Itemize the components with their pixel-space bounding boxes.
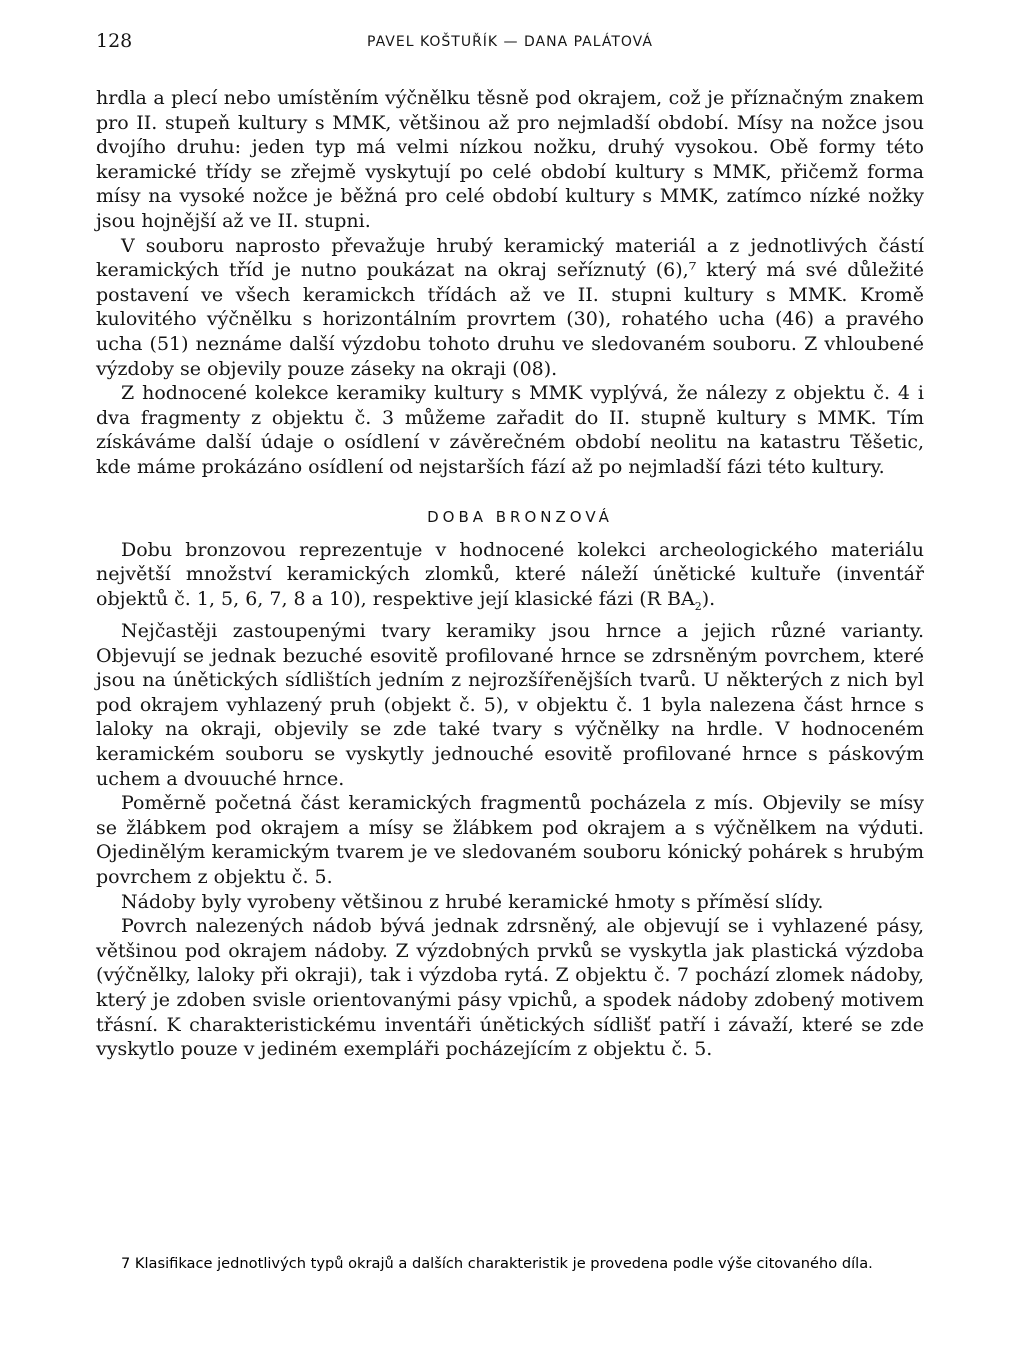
paragraph-text-end: ).	[701, 587, 716, 610]
paragraph: Povrch nalezených nádob bývá jednak zdrsněný, ale objevují se i vyhlazené pásy, většinou pod okrajem nádoby. Z výzdobných prvků se vyskytla jak plastická výzdoba (výčnělky, laloky při okraji), tak i výzdoba rytá. Z objektu č. 7 pochází zlomek nádoby, který je zdoben svisle orientovanými pásy vpichů, a spodek nádoby zdobený motivem třásní. K charakteristickému inventáři únětických sídlišť patří i závaží, které se zde vyskytlo pouze v jediném exempláři pocházejícím z objektu č. 5.	[96, 915, 924, 1061]
running-head: PAVEL KOŠTUŘÍK — DANA PALÁTOVÁ	[367, 34, 653, 50]
page	[96, 30, 924, 1062]
paragraph: Nádoby byly vyrobeny většinou z hrubé keramické hmoty s příměsí slídy.	[121, 890, 824, 913]
paragraph: Z hodnocené kolekce keramiky kultury s MMK vyplývá, že nálezy z objektu č. 4 i dva fragmenty z objektu č. 3 můžeme zařadit do II. stupně kultury s MMK. Tím získáváme další údaje o osídlení v závěrečném období neolitu na katastru Těšetic, kde máme prokázáno osídlení od nejstarších fází až po nejmladší fázi této kultury.	[96, 382, 924, 478]
subscript: 2	[694, 599, 702, 613]
body-text	[96, 86, 924, 1062]
page-number: 128	[96, 30, 133, 52]
page-header	[96, 30, 924, 66]
paragraph: Nejčastěji zastoupenými tvary keramiky jsou hrnce a jejich různé varianty. Objevují se jednak bezuché esovitě profilované hrnce se zdrsněným povrchem, které jsou na únětických sídlištích jedním z nejrozšířenějších tvarů. U některých z nich byl pod okrajem vyhlazený pruh (objekt č. 5), v objektu č. 1 byla nalezena část hrnce s laloky na okraji, objevily se zde také tvary s výčnělky na hrdle. V hodnoceném keramickém souboru se vyskytly jednouché esovitě profilované hrnce s páskovým uchem a dvouuché hrnce.	[96, 620, 924, 790]
paragraph-text: Dobu bronzovou reprezentuje v hodnocené kolekci archeologického materiálu největší množství keramických zlomků, které náleží únětické kultuře (inventář objektů č. 1, 5, 6, 7, 8 a 10), respektive její klasické fázi (R BA	[96, 538, 924, 610]
paragraph	[96, 538, 924, 620]
paragraph: V souboru naprosto převažuje hrubý keramický materiál a z jednotlivých částí keramických tříd je nutno poukázat na okraj seříznutý (6),⁷ který má své důležité postavení ve všech keramickch třídách až ve II. stupni kultury s MMK. Kromě kulovitého výčnělku s horizontálním provrtem (30), rohatého ucha (46) a pravého ucha (51) neznáme další výzdobu tohoto druhu ve sledovaném souboru. Z vhloubené výzdoby se objevily pouze záseky na okraji (08).	[96, 234, 924, 380]
section-heading: DOBA BRONZOVÁ	[427, 507, 613, 526]
paragraph: hrdla a plecí nebo umístěním výčnělku těsně pod okrajem, což je příznačným znakem pro II. stupeň kultury s MMK, většinou až pro nejmladší období. Mísy na nožce jsou dvojího druhu: jeden typ má velmi nízkou nožku, druhý vysokou. Obě formy této keramické třídy se zřejmě vyskytují po celé období kultury s MMK, přičemž forma mísy na vysoké nožce je běžná pro celé období kultury s MMK, zatímco nízké nožky jsou hojnější až ve II. stupni.	[96, 87, 924, 232]
footnote: 7 Klasifikace jednotlivých typů okrajů a dalších charakteristik je provedena podle výše citovaného díla.	[121, 1255, 873, 1272]
paragraph: Poměrně početná část keramických fragmentů pocházela z mís. Objevily se mísy se žlábkem pod okrajem a mísy se žlábkem pod okrajem a s výčnělkem na výduti. Ojedinělým keramickým tvarem je ve sledovaném souboru kónický pohárek s hrubým povrchem z objektu č. 5.	[96, 792, 924, 889]
footnotes	[96, 1253, 924, 1274]
